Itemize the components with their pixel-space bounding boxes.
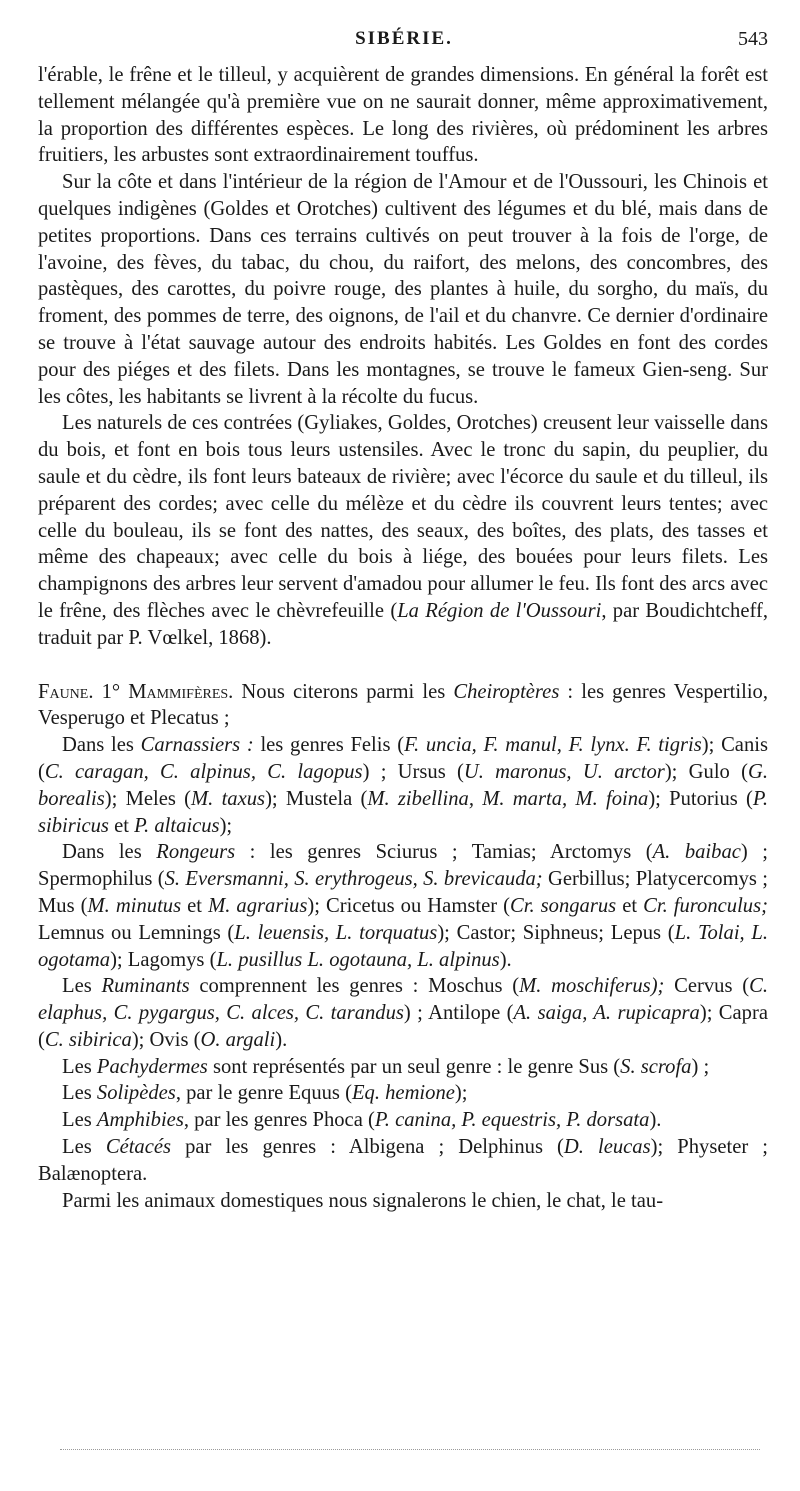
species-list: L. Tolai, L. ogotama xyxy=(38,921,769,971)
species-list: P. canina, P. equestris, P. dorsata xyxy=(374,1109,650,1132)
paragraph-cetaces xyxy=(38,1134,768,1188)
text-run: et xyxy=(616,894,644,917)
text-run: ); Gulo ( xyxy=(664,760,748,783)
text-run: ) ; Spermophilus ( xyxy=(38,841,768,891)
text-run: ); Mustela ( xyxy=(265,787,368,810)
species-list: M. zibellina, M. marta, M. foina xyxy=(367,787,649,810)
text-run: 1° xyxy=(93,680,129,703)
species-list: Eq. hemione xyxy=(351,1082,455,1105)
paragraph-text: l'érable, le frêne et le tilleul, y acquièrent de grandes dimensions. En général la forêt est tellement mélangée qu'à première vue on ne saurait donner, même approximativement, la proportion des différentes espèces. Le long des rivières, où prédominent les arbres fruitiers, les arbustes sont extraordinairement touffus. xyxy=(38,64,768,167)
text-run: ); Canis ( xyxy=(38,734,768,783)
reference-title: La Région de l'Oussouri xyxy=(397,599,602,622)
species-list: M. moschiferus); xyxy=(519,975,675,998)
species-list: S. Eversmanni, S. erythrogeus, S. brevicauda; xyxy=(164,868,543,891)
species-list: C. sibirica xyxy=(44,1028,132,1051)
species-list: C. elaphus, C. pygargus, C. alces, C. tarandus xyxy=(38,975,768,1025)
text-run: Dans les xyxy=(62,734,141,757)
footer-dotted-rule xyxy=(60,1449,760,1450)
text-run: ); Cricetus ou Hamster ( xyxy=(307,894,510,917)
text-run: et xyxy=(181,894,209,917)
text-run: ) ; Ursus ( xyxy=(362,760,464,783)
paragraph-carnassiers xyxy=(38,732,768,839)
species-list: O. argali xyxy=(200,1028,276,1051)
paragraph-text: Parmi les animaux domestiques nous signalerons le chien, le chat, le tau- xyxy=(62,1189,664,1212)
text-run: ); Castor; Siphneus; Lepus ( xyxy=(437,921,675,944)
text-run: , par les genres Phoca ( xyxy=(183,1109,375,1132)
species-list: A. baibac xyxy=(652,841,741,864)
text-run: : les genres Sciurus ; Tamias; Arctomys ( xyxy=(235,841,653,864)
text-run: Les xyxy=(62,975,102,998)
text-run: ) ; xyxy=(691,1055,710,1078)
order-name: Ruminants xyxy=(101,975,190,998)
species-list: A. saiga, A. rupicapra xyxy=(513,1002,700,1025)
order-name: Amphibies xyxy=(96,1109,184,1132)
text-run: ); Putorius ( xyxy=(648,787,753,810)
text-run: les genres Felis ( xyxy=(253,734,405,757)
paragraph-ruminants xyxy=(38,973,768,1053)
text-run: ); xyxy=(454,1082,468,1105)
text-run: ). xyxy=(499,948,512,971)
text-run: , par Boudichtcheff, traduit par P. Vœlkel, 1868). xyxy=(38,599,768,649)
species-list: C. caragan, C. alpinus, C. lagopus xyxy=(44,760,363,783)
text-run: ); Physeter ; Balænoptera. xyxy=(38,1136,769,1185)
fauna-heading: Faune. xyxy=(38,680,94,703)
running-head: SIBÉRIE. xyxy=(355,28,453,49)
text-run: ); xyxy=(219,814,233,837)
paragraph-solipedes xyxy=(38,1080,768,1107)
paragraph-fauna-intro xyxy=(38,679,768,733)
paragraph-amphibies xyxy=(38,1107,768,1134)
text-run: et xyxy=(108,814,135,837)
text-run: Les xyxy=(62,1136,106,1159)
text-run: par les genres : Albigena ; Delphinus ( xyxy=(171,1136,564,1159)
text-run: Les xyxy=(62,1082,97,1105)
paragraph-agriculture xyxy=(38,169,768,410)
text-run: Les naturels de ces contrées (Gyliakes, Goldes, Orotches) creusent leur vaisselle dans du bois, et font en bois tous leurs ustensiles. Avec le tronc du sapin, du peuplier, du saule et du cèdre, ils font leurs bateaux de rivière; avec l'écorce du saule et du tilleul, ils préparent des cordes; avec celle du mélèze et du cèdre ils couvrent leurs tentes; avec celle du bouleau, ils se font des nattes, des seaux, des boîtes, des plats, des tasses et même des chapeaux; avec celle du bois à liége, des bouées pour leurs filets. Les champignons des arbres leur servent d'amadou pour allumer le feu. Ils font des arcs avec le frêne, des flèches avec le chèvrefeuille ( xyxy=(38,412,768,622)
species-list: F. uncia, F. manul, F. lynx. F. tigris xyxy=(404,734,702,757)
species-list: P. altaicus xyxy=(134,814,220,837)
paragraph-forest xyxy=(38,62,768,169)
species-list: S. scrofa xyxy=(620,1055,692,1078)
paragraph-pachydermes xyxy=(38,1054,768,1081)
mammals-heading: Mammifères. xyxy=(128,680,234,703)
text-run: Cervus ( xyxy=(674,975,750,998)
text-run: Les xyxy=(62,1055,97,1078)
order-name: Solipèdes xyxy=(96,1082,176,1105)
species-list: L. pusillus L. ogotauna, L. alpinus xyxy=(216,948,500,971)
order-name: Pachydermes xyxy=(96,1055,208,1078)
text-run: ); Meles ( xyxy=(104,787,192,810)
paragraph-utensils xyxy=(38,410,768,651)
text-run: Les xyxy=(62,1109,97,1132)
paragraph-rongeurs xyxy=(38,839,768,973)
text-run: : les genres Vespertilio, Vesperugo et Plecatus ; xyxy=(38,680,768,730)
text-run: comprennent les genres : Moschus ( xyxy=(189,975,520,998)
page-number: 543 xyxy=(738,28,768,50)
text-run: ). xyxy=(275,1028,288,1051)
text-run: sont représentés par un seul genre : le genre Sus ( xyxy=(207,1055,621,1078)
species-list: G. borealis xyxy=(38,760,768,810)
text-run: , par le genre Equus ( xyxy=(175,1082,352,1105)
species-list: M. agrarius xyxy=(208,894,308,917)
text-run: ); Lagomys ( xyxy=(110,948,217,971)
paragraph-text: Sur la côte et dans l'intérieur de la région de l'Amour et de l'Oussouri, les Chinois et quelques indigènes (Goldes et Orotches) cultivent des légumes et du blé, mais dans de petites proportions. Dans ces terrains cultivés on peut trouver à la fois de l'orge, de l'avoine, des fèves, du tabac, du chou, du raifort, des melons, des concombres, des pastèques, des carottes, du poivre rouge, des plantes à huile, du sorgho, du maïs, du froment, des pommes de terre, des oignons, de l'ail et du chanvre. Ce dernier d'ordinaire se trouve à l'état sauvage autour des endroits habités. Les Goldes en font des cordes pour des piéges et des filets. Dans les montagnes, se trouve le fameux Gien-seng. Sur les côtes, les habitants se livrent à la récolte du fucus. xyxy=(38,171,768,408)
order-name: Cétacés xyxy=(105,1136,172,1159)
page-header xyxy=(40,28,768,54)
species-list: U. maronus, U. arctor xyxy=(463,760,665,783)
text-run: Dans les xyxy=(62,841,157,864)
species-list: M. taxus xyxy=(191,787,266,810)
text-run: ); Ovis ( xyxy=(131,1028,201,1051)
species-list: Cr. furonculus; xyxy=(643,894,768,917)
paragraph-domestic xyxy=(38,1188,768,1215)
text-run: Nous citerons parmi les xyxy=(233,680,454,703)
text-run: ) ; Antilope ( xyxy=(403,1002,514,1025)
species-list: M. minutus xyxy=(87,894,182,917)
species-list: P. sibiricus xyxy=(38,787,768,837)
text-run: Gerbillus; Platycercomys ; Mus ( xyxy=(38,868,768,917)
species-list: L. leuensis, L. torquatus xyxy=(234,921,438,944)
order-name: Cheiroptères xyxy=(453,680,560,703)
species-list: Cr. songarus xyxy=(509,894,617,917)
order-name: Rongeurs xyxy=(156,841,236,864)
species-list: D. leucas xyxy=(563,1136,651,1159)
order-name: Carnassiers : xyxy=(140,734,254,757)
text-run: Lemnus ou Lemnings ( xyxy=(38,921,235,944)
text-run: ). xyxy=(649,1109,662,1132)
body-text xyxy=(38,62,768,1214)
text-run: ); Capra ( xyxy=(38,1002,768,1051)
